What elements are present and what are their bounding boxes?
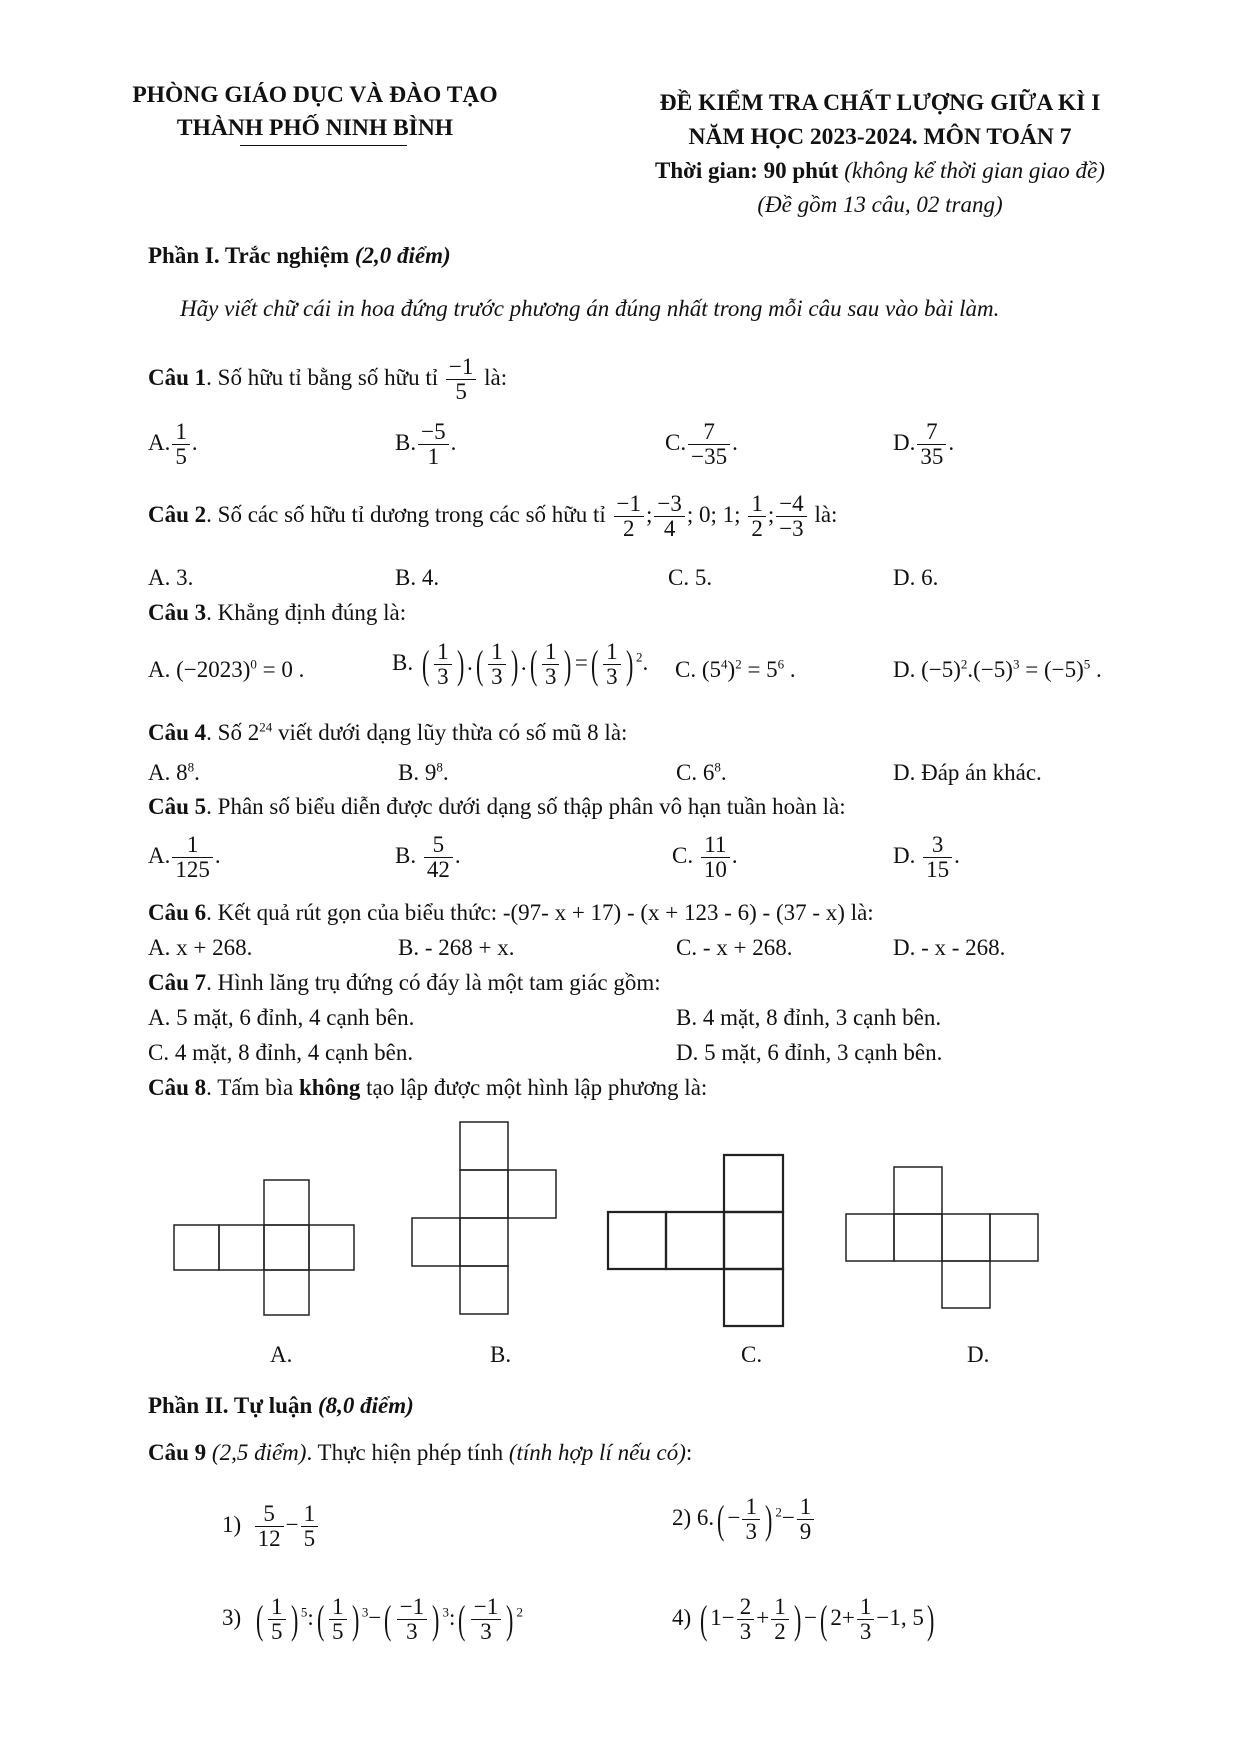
part1-title: Phần I. Trắc nghiệm: [148, 243, 350, 268]
q3-option-b: B. ( $\frac{1}{3}$ ) .( $\frac{1}{3}$ ) .( $\frac{1}{3}$ ) =( $\frac{1}{3}$ ) $^2$.: [392, 639, 649, 690]
question-9: Câu 9 (2,5 điểm). Thực hiện phép tính (tính hợp lí nếu có):: [148, 1440, 693, 1465]
cube-net-label-b: B.: [490, 1342, 512, 1367]
part1-instruction: Hãy viết chữ cái in hoa đứng trước phương án đúng nhất trong mỗi câu sau vào bài làm.: [180, 296, 1000, 321]
q6-option-d: D. - x - 268.: [893, 935, 1006, 960]
school-name-line1: PHÒNG GIÁO DỤC VÀ ĐÀO TẠO: [132, 82, 498, 108]
q5-option-b: B. $\frac{5}{42}$ .: [395, 832, 461, 883]
question-5: Câu 5. Phân số biểu diễn được dưới dạng số thập phân vô hạn tuần hoàn là:: [148, 794, 846, 819]
q4-option-c: C. $6^8$.: [676, 759, 727, 785]
part2-heading: [148, 1393, 414, 1419]
q5-option-d: D. $\frac{3}{15}$ .: [893, 832, 960, 883]
q6-label: Câu 6: [148, 900, 207, 925]
q6-option-a: A. x + 268.: [148, 935, 253, 960]
q2-tail: là:: [814, 501, 838, 527]
q9-points: (2,5 điểm): [211, 1440, 307, 1465]
q1-option-a: A. $\frac{1}{5}$ .: [148, 419, 198, 470]
cube-net-label-c: C.: [741, 1342, 763, 1367]
q3-text: . Khẳng định đúng là:: [206, 600, 407, 625]
exam-page-note: (Đề gồm 13 câu, 02 trang): [757, 192, 1003, 217]
cube-net-c: [608, 1155, 783, 1326]
q7-option-a: A. 5 mặt, 6 đỉnh, 4 cạnh bên.: [148, 1005, 415, 1030]
q7-option-d: D. 5 mặt, 6 đỉnh, 3 cạnh bên.: [676, 1040, 943, 1065]
q1-option-d: D. $\frac{7}{35}$ .: [893, 419, 955, 470]
q9-item-4: 4) ( 1− $\frac{2}{3}$ + $\frac{1}{2}$ ) −( 2+ $\frac{1}{3}$ −1, 5): [672, 1594, 935, 1645]
cube-net-a: [174, 1180, 354, 1315]
q2-option-a: A. 3.: [148, 565, 194, 590]
part2-points: (8,0 điểm): [317, 1393, 414, 1418]
cube-net-label-a: A.: [270, 1342, 293, 1367]
q5-label: Câu 5: [148, 794, 207, 819]
q8-label: Câu 8: [148, 1075, 207, 1100]
exam-title: ĐỀ KIỂM TRA CHẤT LƯỢNG GIỮA KÌ I: [659, 90, 1101, 116]
q1-option-c: C. $\frac{7}{-35}$ .: [665, 419, 738, 470]
part2-title: Phần II. Tự luận: [148, 1393, 313, 1418]
q1-label: Câu 1: [148, 364, 207, 390]
q6-option-b: B. - 268 + x.: [398, 935, 515, 960]
q6-option-c: C. - x + 268.: [676, 935, 793, 960]
q1-fraction: $\frac{-1}{5}$: [446, 355, 476, 404]
q9-item-2: 2) 6.( − $\frac{1}{3}$ ) $^2$− $\frac{1}{9}$: [672, 1495, 816, 1544]
q9-label: Câu 9: [148, 1440, 207, 1465]
exam-time-note: (không kể thời gian giao đề): [844, 158, 1105, 183]
q4-option-d: D. Đáp án khác.: [893, 760, 1042, 785]
q3-option-c: C. $(5^4)^2 = 5^6$ .: [675, 656, 796, 682]
q2-option-c: C. 5.: [668, 565, 713, 590]
q1-text: . Số hữu tỉ bằng số hữu tỉ: [206, 364, 439, 390]
q5-option-a: A. $\frac{1}{125}$ .: [148, 832, 221, 883]
cube-net-d: [846, 1167, 1038, 1308]
question-6: Câu 6. Kết quả rút gọn của biểu thức: -(97- x + 17) - (x + 123 - 6) - (37 - x) là:: [148, 900, 874, 925]
school-name-line2: THÀNH PHỐ NINH BÌNH: [176, 115, 454, 141]
q2-option-b: B. 4.: [395, 565, 440, 590]
q4-option-b: B. $9^8$.: [398, 759, 449, 785]
cube-net-label-d: D.: [967, 1342, 990, 1367]
part1-points: (2,0 điểm): [354, 243, 451, 268]
cube-net-b: [412, 1122, 556, 1314]
q3-option-d: D. $(-5)^2.(-5)^3 = (-5)^5$ .: [893, 656, 1102, 682]
q4-label: Câu 4: [148, 720, 207, 745]
q2-label: Câu 2: [148, 501, 207, 527]
q1-tail: là:: [484, 364, 508, 390]
q3-option-a: A. $(-2023)^0 = 0$ .: [148, 656, 305, 682]
q7-option-c: C. 4 mặt, 8 đỉnh, 4 cạnh bên.: [148, 1040, 414, 1065]
exam-year-subject: NĂM HỌC 2023-2024. MÔN TOÁN 7: [688, 124, 1072, 150]
exam-time-bold: Thời gian: 90 phút: [655, 158, 839, 183]
q9-item-1: 1) $\frac{5}{12}$ − $\frac{1}{5}$: [222, 1502, 320, 1551]
q3-label: Câu 3: [148, 600, 207, 625]
q9-item-3: 3) ( $\frac{1}{5}$ ) $^5$:( $\frac{1}{5}$ ) $^3$−( $\frac{-1}{3}$ ) $^3$:( $\frac{-1}{3}$ ) $^2$: [222, 1594, 524, 1645]
question-4: Câu 4. Số $2^{24}$ viết dưới dạng lũy thừa có số mũ 8 là:: [148, 719, 628, 745]
question-8: Câu 8. Tấm bìa không tạo lập được một hình lập phương là:: [148, 1075, 708, 1100]
q5-option-c: C. $\frac{11}{10}$ .: [672, 832, 738, 883]
q7-option-b: B. 4 mặt, 8 đỉnh, 3 cạnh bên.: [676, 1005, 942, 1030]
question-7: Câu 7. Hình lăng trụ đứng có đáy là một tam giác gồm:: [148, 970, 661, 995]
question-2: Câu 2. Số các số hữu tỉ dương trong các số hữu tỉ $\frac{-1}{2}$ ; $\frac{-3}{4}$ ; 0; 1; $\frac{1}{2}$ ; $\frac{-4}{-3}$ là:: [148, 491, 838, 542]
q1-option-b: B. $\frac{-5}{1}$ .: [395, 419, 457, 470]
q2-text: . Số các số hữu tỉ dương trong các số hữu tỉ: [206, 501, 606, 527]
q4-option-a: A. $8^8$.: [148, 759, 200, 785]
q2-option-d: D. 6.: [893, 565, 939, 590]
q7-label: Câu 7: [148, 970, 207, 995]
